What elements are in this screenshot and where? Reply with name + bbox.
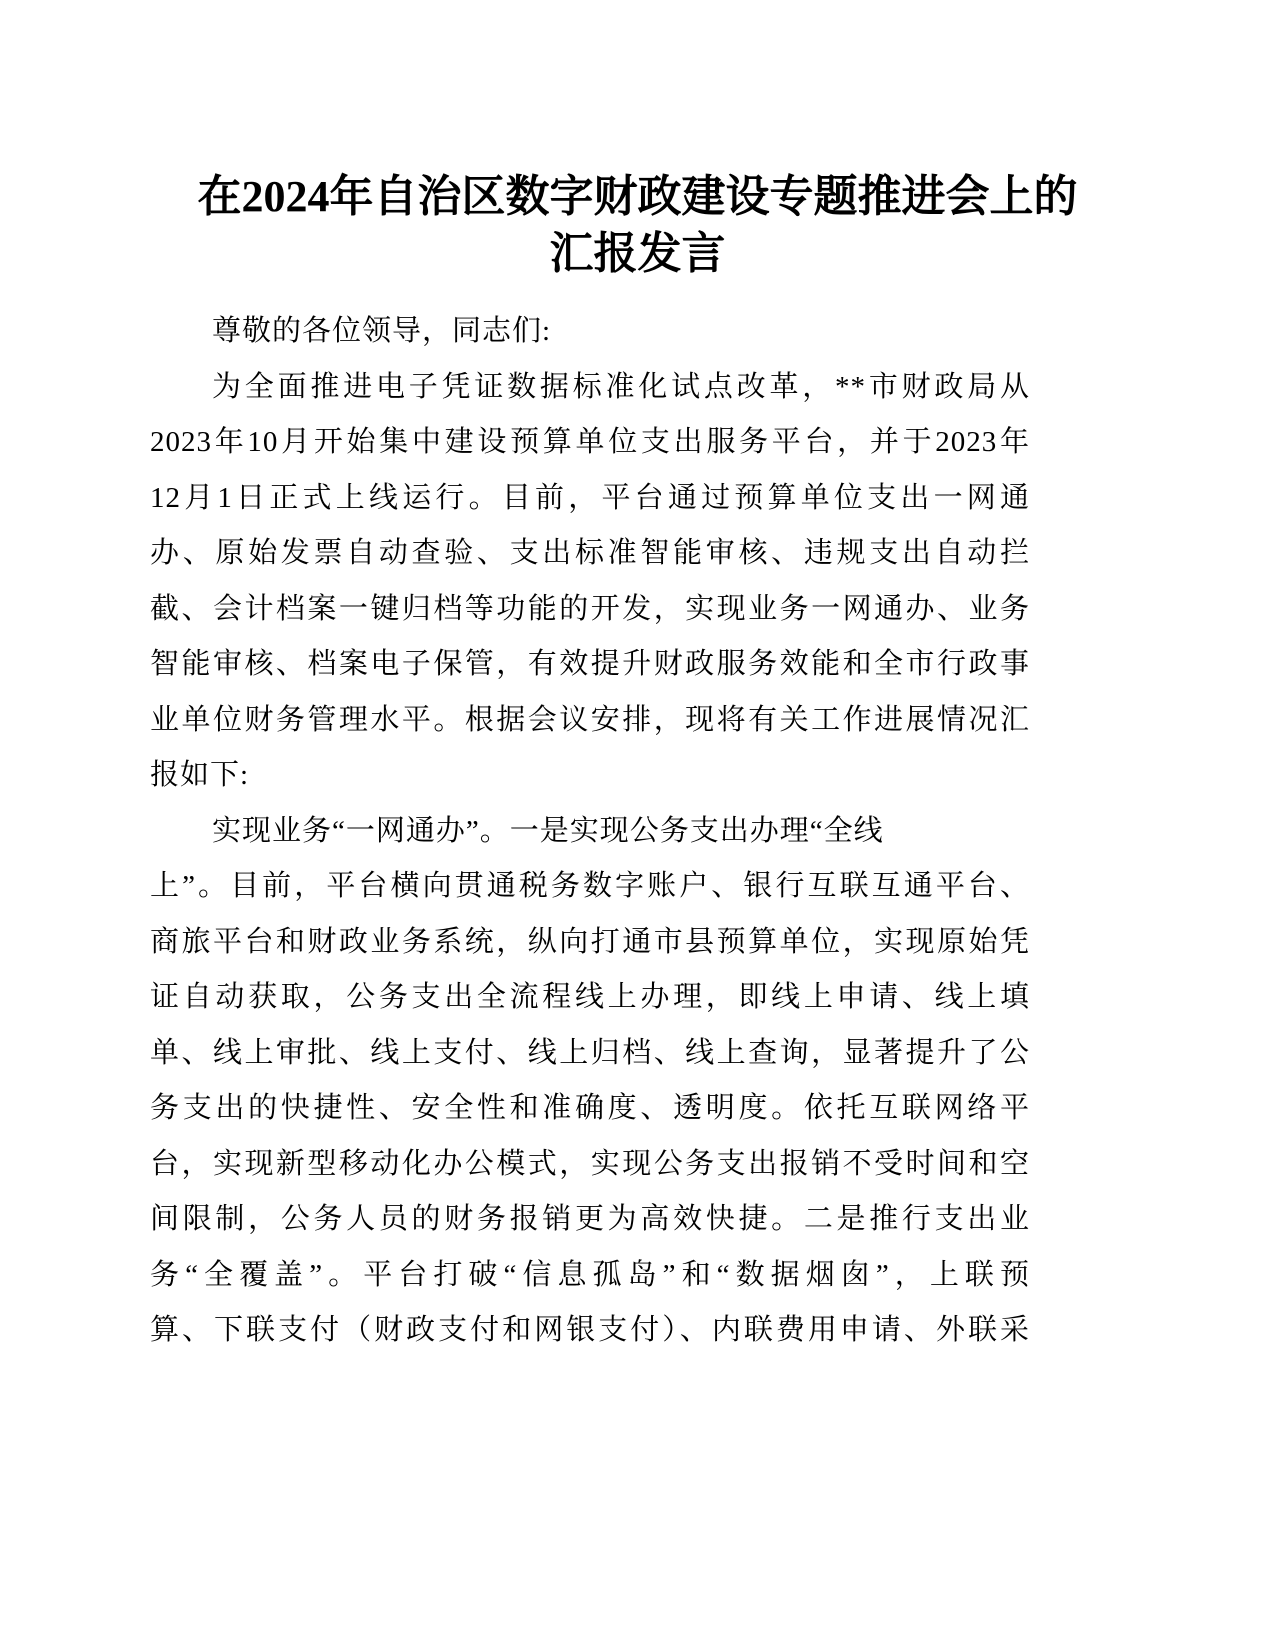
body-line: 为全面推进电子凭证数据标准化试点改革，**市财政局从 [212, 370, 1030, 403]
body-line: 台，实现新型移动化办公模式，实现公务支出报销不受时间和空 [150, 1147, 1030, 1180]
body-line: 上”。目前，平台横向贯通税务数字账户、银行互联互通平台、 [150, 870, 1030, 902]
body-line: 务支出的快捷性、安全性和准确度、透明度。依托互联网络平 [150, 1092, 1030, 1124]
section-heading-line: 实现业务“一网通办”。一是实现公务支出办理“全线 [212, 814, 884, 847]
body-line: 2023年10月开始集中建设预算单位支出服务平台，并于2023年 [150, 426, 1030, 458]
document-title-line-1: 在2024年自治区数字财政建设专题推进会上的 [197, 172, 1078, 221]
body-line: 证自动获取，公务支出全流程线上办理，即线上申请、线上填 [150, 981, 1030, 1013]
salutation: 尊敬的各位领导，同志们: [212, 315, 552, 347]
body-line: 务“全覆盖”。平台打破“信息孤岛”和“数据烟囱”，上联预 [150, 1258, 1030, 1291]
body-line: 智能审核、档案电子保管，有效提升财政服务效能和全市行政事 [150, 648, 1030, 680]
body-line: 商旅平台和财政业务系统，纵向打通市县预算单位，实现原始凭 [150, 925, 1030, 958]
body-line: 间限制，公务人员的财务报销更为高效快捷。二是推行支出业 [150, 1203, 1030, 1235]
body-line: 截、会计档案一键归档等功能的开发，实现业务一网通办、业务 [150, 592, 1030, 625]
body-line: 算、下联支付（财政支付和网银支付）、内联费用申请、外联采 [150, 1314, 1030, 1346]
document-title-line-2: 汇报发言 [549, 229, 726, 278]
document-body [150, 304, 1030, 1359]
body-line: 办、原始发票自动查验、支出标准智能审核、违规支出自动拦 [150, 537, 1030, 569]
body-line: 单、线上审批、线上支付、线上归档、线上查询，显著提升了公 [150, 1036, 1030, 1069]
body-line: 业单位财务管理水平。根据会议安排，现将有关工作进展情况汇 [150, 703, 1030, 736]
body-line: 报如下: [150, 759, 250, 791]
body-line: 12月1日正式上线运行。目前，平台通过预算单位支出一网通 [150, 481, 1030, 514]
